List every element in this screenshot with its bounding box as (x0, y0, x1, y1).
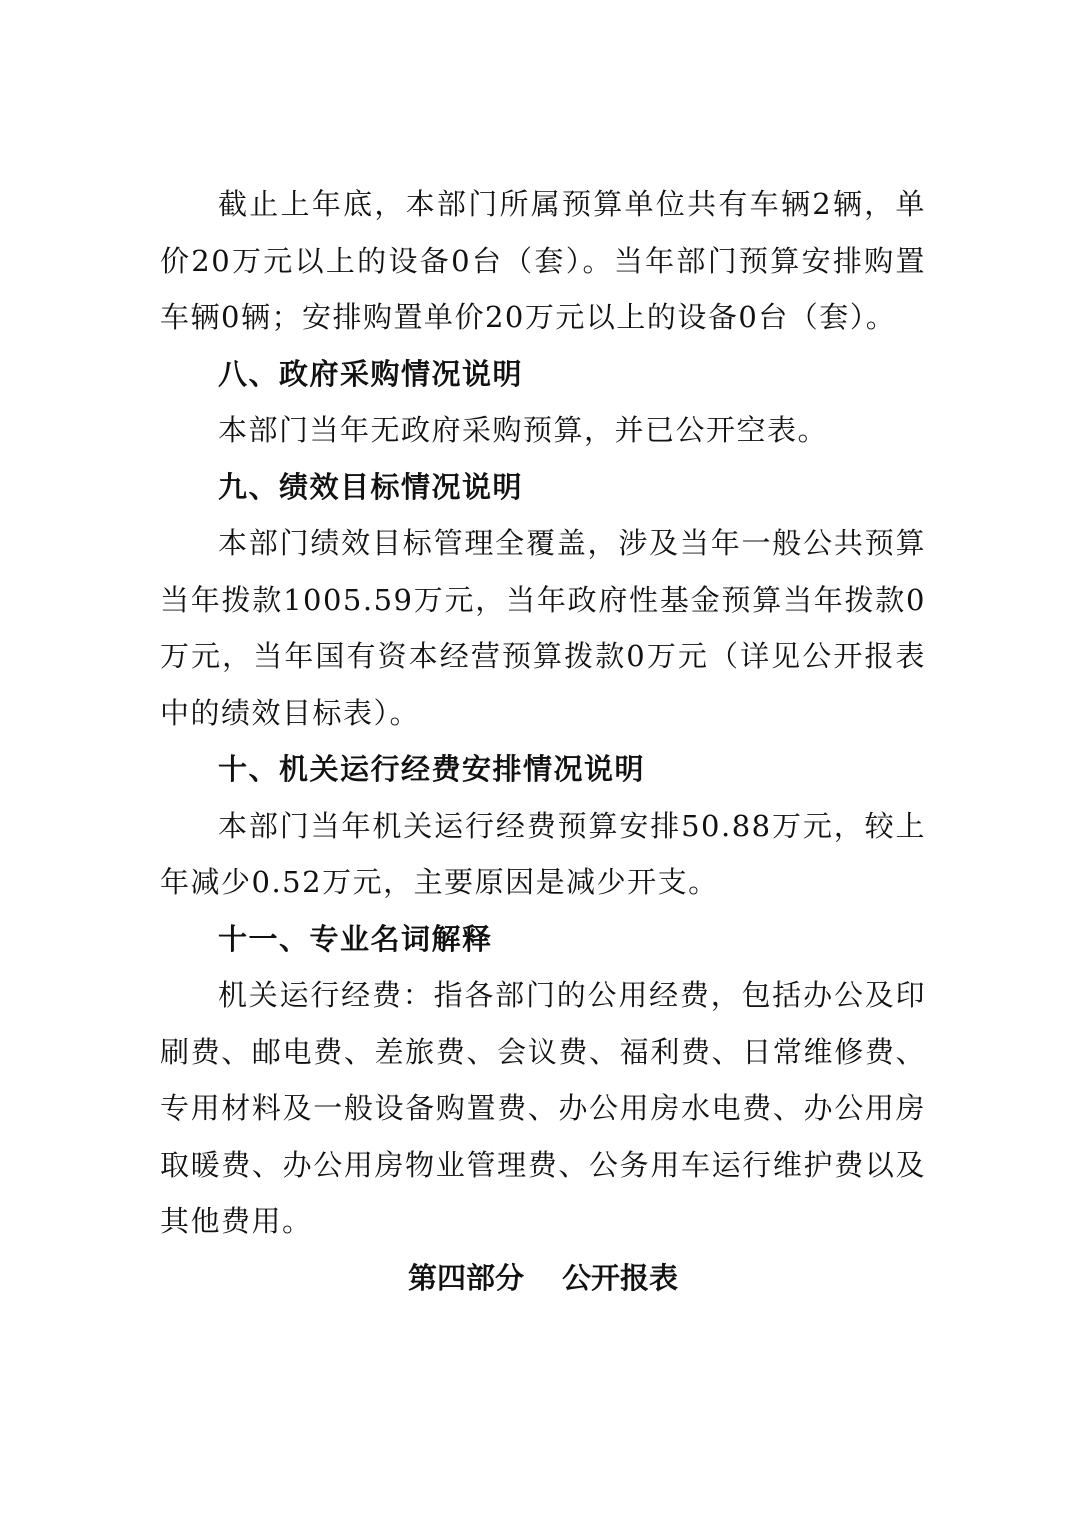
section-10-heading: 十、机关运行经费安排情况说明 (218, 752, 646, 786)
section-8-heading: 八、政府采购情况说明 (218, 356, 524, 391)
document-page (160, 176, 926, 1306)
section-9-heading: 九、绩效目标情况说明 (218, 469, 524, 504)
section-10-paragraph: 本部门当年机关运行经费预算安排50.88万元，较上年减少0.52万元，主要原因是减少开支。 (160, 808, 926, 899)
section-9-paragraph: 本部门绩效目标管理全覆盖，涉及当年一般公共预算当年拨款1005.59万元，当年政府性基金预算当年拨款0万元，当年国有资本经营预算拨款0万元（详见公开报表中的绩效目标表）。 (160, 526, 926, 730)
vehicles-paragraph: 截止上年底，本部门所属预算单位共有车辆2辆，单价20万元以上的设备0台（套）。当年部门预算安排购置车辆0辆；安排购置单价20万元以上的设备0台（套）。 (160, 187, 926, 334)
section-11-heading: 十一、专业名词解释 (218, 921, 493, 956)
section-11-paragraph: 机关运行经费：指各部门的公用经费，包括办公及印刷费、邮电费、差旅费、会议费、福利费、日常维修费、专用材料及一般设备购置费、办公用房水电费、办公用房取暖费、办公用房物业管理费、公务用车运行维护费以及其他费用。 (160, 978, 926, 1238)
part-4-title: 第四部分 公开报表 (407, 1260, 679, 1295)
section-8-paragraph: 本部门当年无政府采购预算，并已公开空表。 (218, 413, 829, 447)
